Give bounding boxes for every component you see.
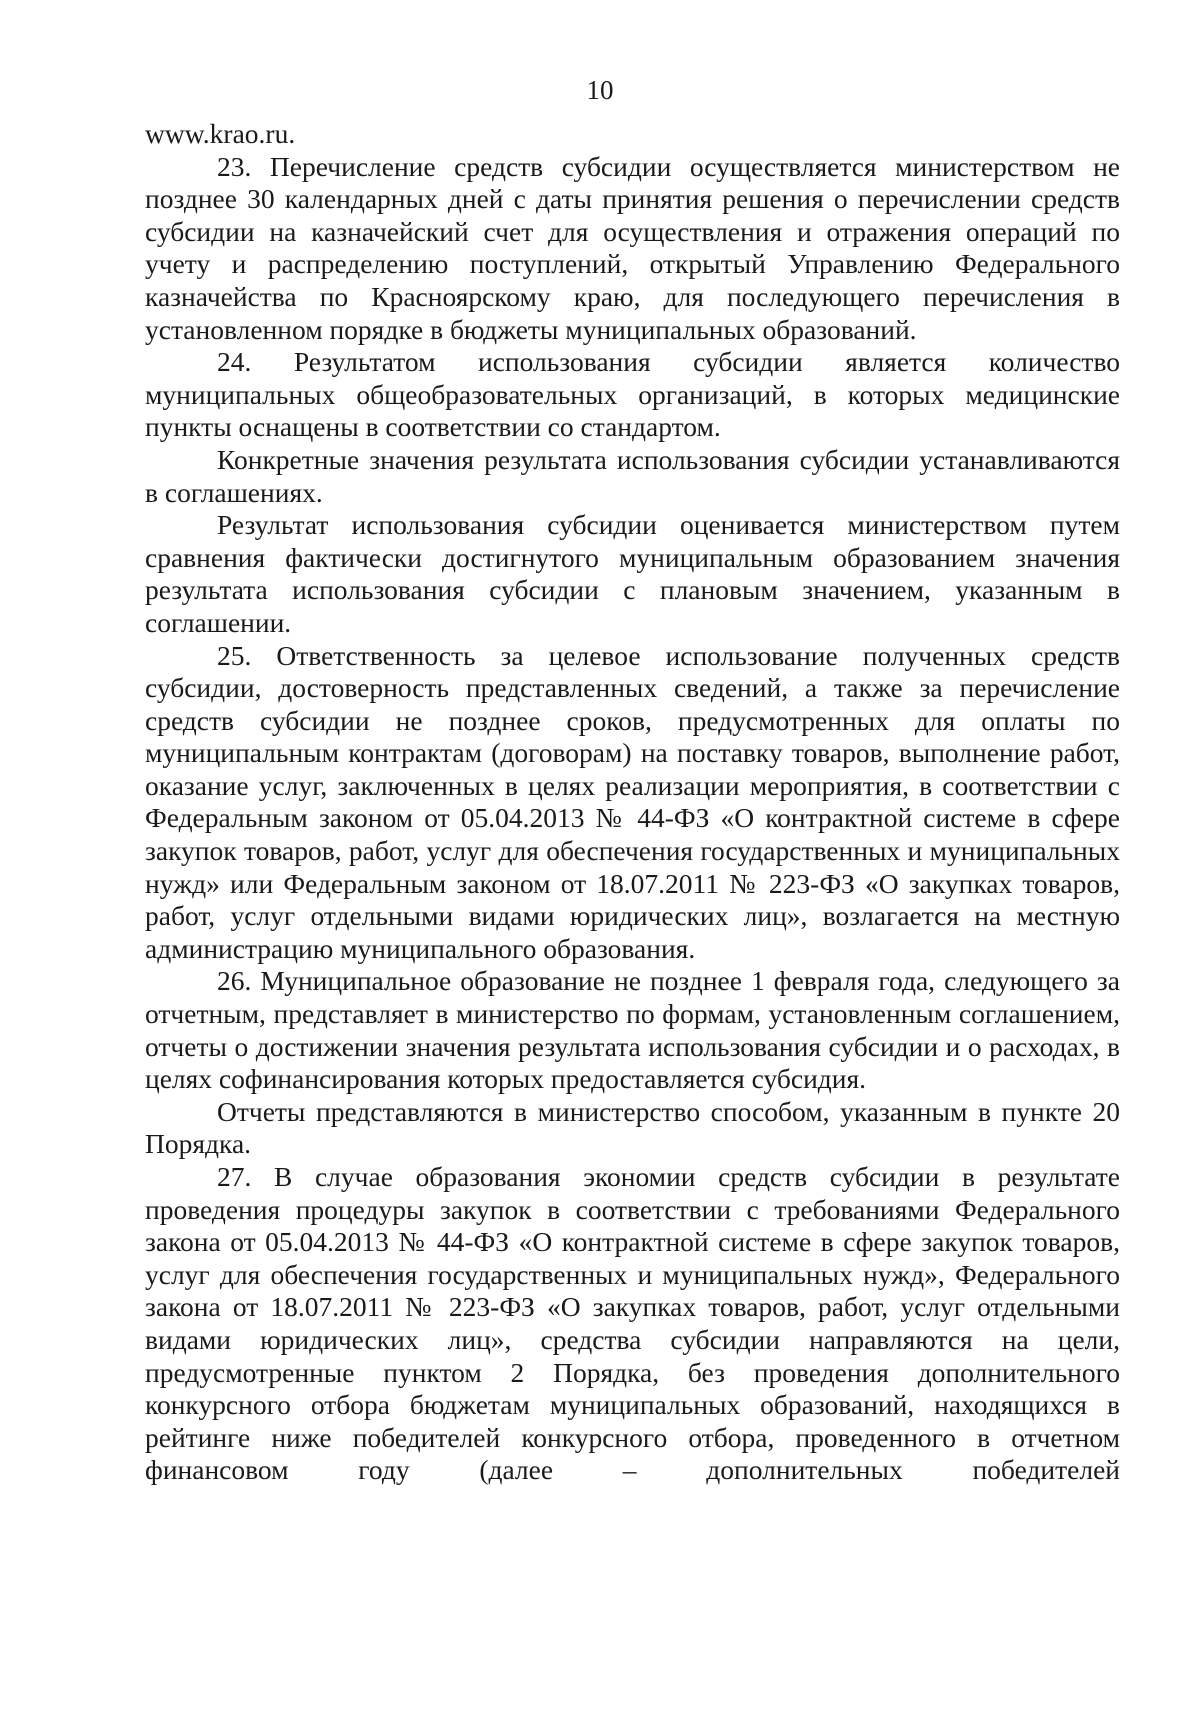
paragraph-27: 27. В случае образования экономии средств субсидии в результате проведения процедуры закупок в соответствии с требованиями Федерального закона от 05.04.2013 № 44-ФЗ «О контрактной системе в сфере закупок товаров, услуг для обеспечения государственных и муниципальных нужд», Федерального закона от 18.07.2011 № 223-ФЗ «О закупках товаров, работ, услуг отдельными видами юридических лиц», средства субсидии направляются на цели, предусмотренные пунктом 2 Порядка, без проведения дополнительного конкурсного отбора бюджетам муниципальных образований, находящихся в рейтинге ниже победителей конкурсного отбора, проведенного в отчетном финансовом году (далее – дополнительных победителей [145, 1161, 1120, 1486]
paragraph-website: www.krao.ru. [145, 118, 296, 149]
paragraph-23: 23. Перечисление средств субсидии осуществляется министерством не позднее 30 календарных дней с даты принятия решения о перечислении средств субсидии на казначейский счет для осуществления и отражения операций по учету и распределению поступлений, открытый Управлению Федерального казначейства по Красноярскому краю, для последующего перечисления в установленном порядке в бюджеты муниципальных образований. [145, 150, 1120, 345]
page-number: 10 [586, 75, 614, 105]
paragraph-26: 26. Муниципальное образование не позднее 1 февраля года, следующего за отчетным, представляет в министерство по формам, установленным соглашением, отчеты о достижении значения результата использования субсидии и о расходах, в целях софинансирования которых предоставляется субсидия. [145, 965, 1120, 1095]
paragraph-24-values: Конкретные значения результата использования субсидии устанавливаются в соглашениях. [145, 443, 1120, 508]
paragraph-26-reports: Отчеты представляются в министерство способом, указанным в пункте 20 Порядка. [145, 1095, 1120, 1160]
paragraph-24-evaluation: Результат использования субсидии оценивается министерством путем сравнения фактически достигнутого муниципальным образованием значения результата использования субсидии с плановым значением, указанным в соглашении. [145, 509, 1120, 638]
document-body [145, 118, 1120, 1487]
paragraph-24: 24. Результатом использования субсидии является количество муниципальных общеобразовательных организаций, в которых медицинские пункты оснащены в соответствии со стандартом. [145, 346, 1120, 443]
paragraph-25: 25. Ответственность за целевое использование полученных средств субсидии, достоверность представленных сведений, а также за перечисление средств субсидии не позднее сроков, предусмотренных для оплаты по муниципальным контрактам (договорам) на поставку товаров, выполнение работ, оказание услуг, заключенных в целях реализации мероприятия, в соответствии с Федеральным законом от 05.04.2013 № 44-ФЗ «О контрактной системе в сфере закупок товаров, работ, услуг для обеспечения государственных и муниципальных нужд» или Федеральным законом от 18.07.2011 № 223-ФЗ «О закупках товаров, работ, услуг отдельными видами юридических лиц», возлагается на местную администрацию муниципального образования. [145, 639, 1120, 964]
